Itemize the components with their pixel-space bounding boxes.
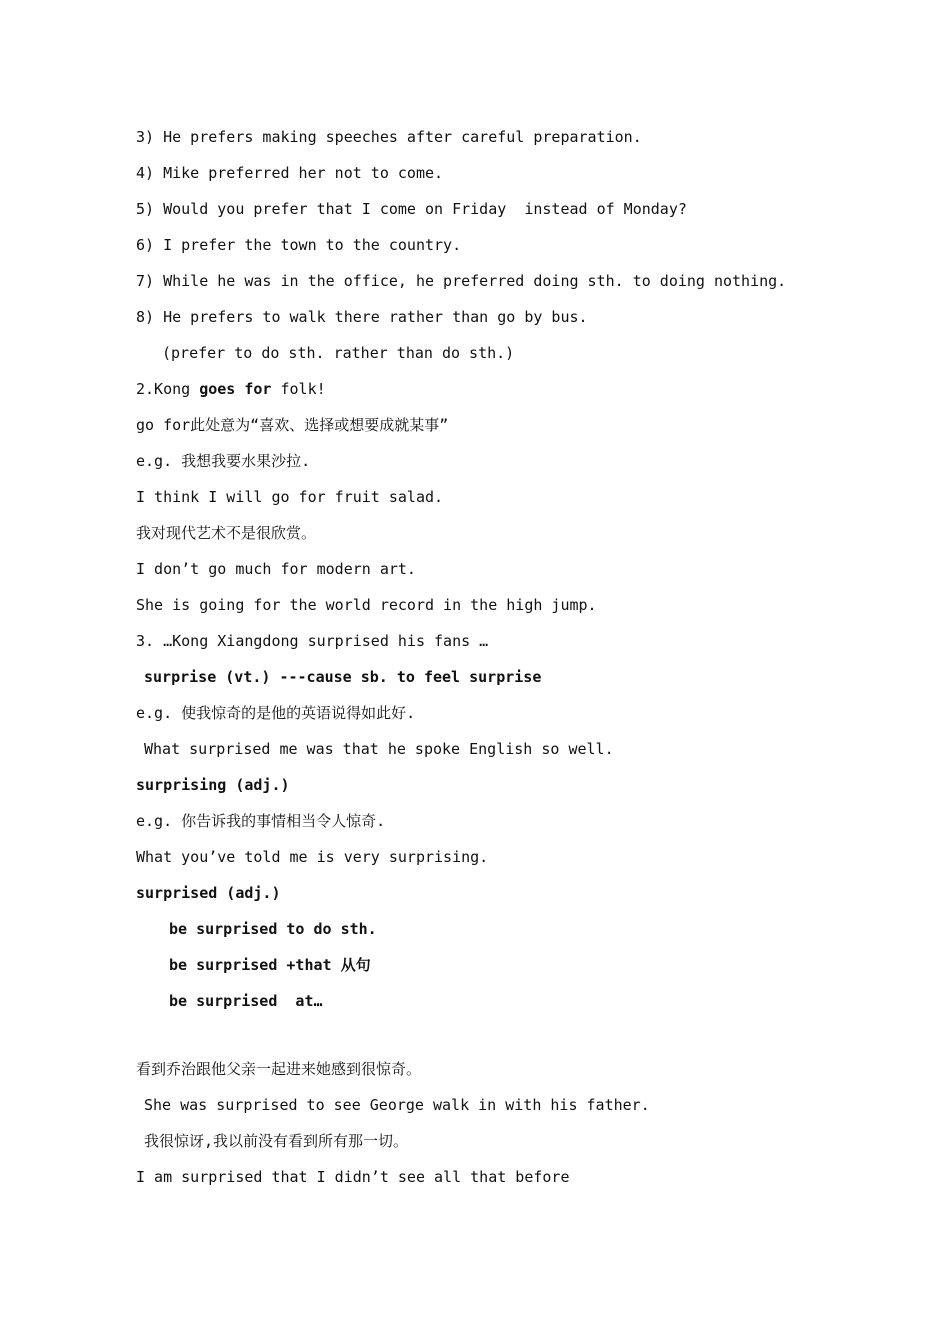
heading-prefix: 2.Kong (136, 380, 200, 398)
surprising-example-cn: e.g. 你告诉我的事情相当令人惊奇. (136, 812, 386, 830)
surprise-example-en: What surprised me was that he spoke English so well. (144, 740, 614, 758)
prefer-pattern-note: (prefer to do sth. rather than do sth.) (162, 344, 515, 362)
example-line-4: 4) Mike preferred her not to come. (136, 164, 444, 182)
surprised-example-cn-1: 看到乔治跟他父亲一起进来她感到很惊奇。 (136, 1060, 422, 1078)
surprised-heading: surprised (adj.) (136, 884, 281, 902)
go-for-example-en-3: She is going for the world record in the high jump. (136, 596, 597, 614)
surprised-example-en-1: She was surprised to see George walk in with his father. (144, 1096, 650, 1114)
go-for-example-en-1: I think I will go for fruit salad. (136, 488, 444, 506)
surprised-pattern-2: be surprised +that 从句 (169, 956, 371, 974)
surprised-example-en-2: I am surprised that I didn’t see all that before (136, 1168, 570, 1186)
section-2-heading (136, 378, 910, 400)
example-line-3: 3) He prefers making speeches after careful preparation. (136, 128, 642, 146)
surprised-example-cn-2: 我很惊讶,我以前没有看到所有那一切。 (144, 1132, 409, 1150)
surprised-pattern-3: be surprised at… (169, 992, 323, 1010)
go-for-example-cn-2: 我对现代艺术不是很欣赏。 (136, 524, 317, 542)
surprised-pattern-1: be surprised to do sth. (169, 920, 377, 938)
heading-suffix: folk! (271, 380, 326, 398)
surprise-definition: surprise (vt.) ---cause sb. to feel surprise (144, 668, 542, 686)
surprising-example-en: What you’ve told me is very surprising. (136, 848, 489, 866)
example-line-6: 6) I prefer the town to the country. (136, 236, 462, 254)
heading-phrase: goes for (199, 380, 272, 398)
example-line-8: 8) He prefers to walk there rather than go by bus. (136, 308, 588, 326)
surprising-heading: surprising (adj.) (136, 776, 290, 794)
surprise-example-cn: e.g. 使我惊奇的是他的英语说得如此好. (136, 704, 416, 722)
example-line-5: 5) Would you prefer that I come on Friday instead of Monday? (136, 200, 687, 218)
go-for-meaning: go for此处意为“喜欢、选择或想要成就某事” (136, 416, 449, 434)
go-for-example-cn-1: e.g. 我想我要水果沙拉. (136, 452, 311, 470)
go-for-example-en-2: I don’t go much for modern art. (136, 560, 416, 578)
example-line-7: 7) While he was in the office, he preferred doing sth. to doing nothing. (136, 272, 787, 290)
section-3-heading: 3. …Kong Xiangdong surprised his fans … (136, 632, 489, 650)
